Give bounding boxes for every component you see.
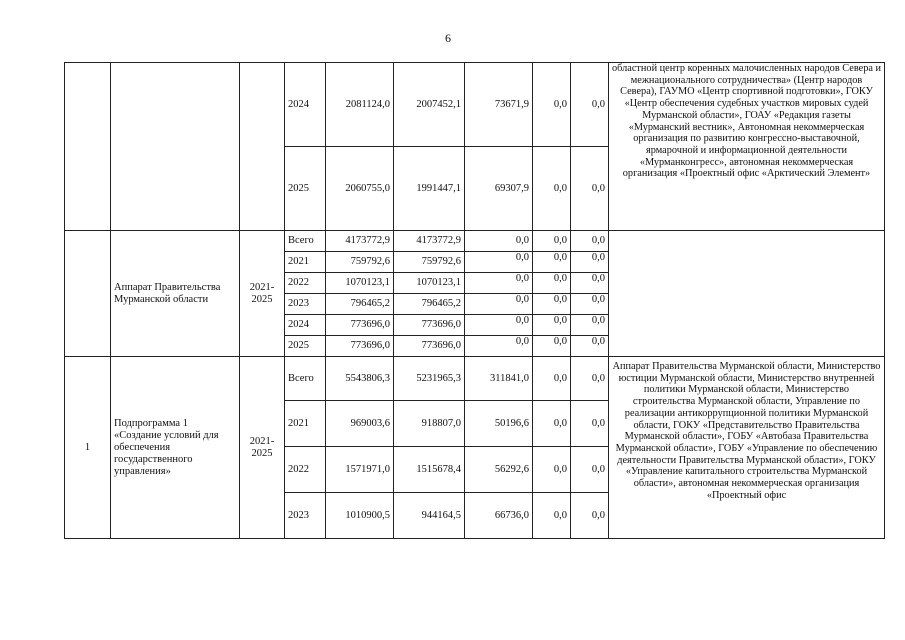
period-cell <box>240 63 285 231</box>
year-cell: 2023 <box>285 493 326 539</box>
amount-cell: 0,0 <box>533 493 571 539</box>
executors-cell: областной центр коренных малочисленных народов Севера и межнационального сотрудничества» (Центр народов Севера), ГАУМО «Центр спортивной подготовки», ГОКУ «Центр обеспечения судебных участков мировых судей Мурманской области», ГОАУ «Редакция газеты «Мурманский вестник», Автономная некоммерческая организация по развитию конгрессно-выставочной, ярмарочной и информационной деятельности «Мурманконгресс», автономная некоммерческая организация «Проектный офис «Арктический Элемент» <box>609 63 885 231</box>
amount-cell: 773696,0 <box>394 336 465 357</box>
amount-cell: 0,0 <box>465 294 533 315</box>
year-cell: 2022 <box>285 273 326 294</box>
period-cell: 2021- 2025 <box>240 231 285 357</box>
year-cell: 2024 <box>285 315 326 336</box>
amount-cell: 5543806,3 <box>326 357 394 401</box>
index-cell <box>65 63 111 231</box>
row-index: 1 <box>65 357 111 539</box>
name-cell <box>111 63 240 231</box>
amount-cell: 66736,0 <box>465 493 533 539</box>
index-cell <box>65 231 111 357</box>
amount-cell: 1070123,1 <box>326 273 394 294</box>
amount-cell: 0,0 <box>571 447 609 493</box>
amount-cell: 0,0 <box>465 252 533 273</box>
executors-cell-empty <box>609 231 885 357</box>
amount-cell: 0,0 <box>533 273 571 294</box>
amount-cell: 759792,6 <box>326 252 394 273</box>
amount-cell: 0,0 <box>571 493 609 539</box>
amount-cell: 0,0 <box>571 252 609 273</box>
amount-cell: 0,0 <box>571 147 609 231</box>
amount-cell: 0,0 <box>533 447 571 493</box>
amount-cell: 1991447,1 <box>394 147 465 231</box>
amount-cell: 0,0 <box>533 336 571 357</box>
amount-cell: 311841,0 <box>465 357 533 401</box>
amount-cell: 2081124,0 <box>326 63 394 147</box>
table-row <box>65 357 885 401</box>
amount-cell: 773696,0 <box>326 315 394 336</box>
amount-cell: 0,0 <box>571 357 609 401</box>
amount-cell: 2060755,0 <box>326 147 394 231</box>
year-cell: 2021 <box>285 252 326 273</box>
amount-cell: 0,0 <box>571 336 609 357</box>
amount-cell: 56292,6 <box>465 447 533 493</box>
amount-cell: 0,0 <box>465 273 533 294</box>
program-finance-table <box>64 62 885 539</box>
amount-cell: 0,0 <box>533 294 571 315</box>
amount-cell: 1571971,0 <box>326 447 394 493</box>
amount-cell: 0,0 <box>533 147 571 231</box>
amount-cell: 0,0 <box>571 273 609 294</box>
year-cell: Всего <box>285 357 326 401</box>
amount-cell: 0,0 <box>571 401 609 447</box>
year-cell: 2024 <box>285 63 326 147</box>
amount-cell: 69307,9 <box>465 147 533 231</box>
period-cell: 2021- 2025 <box>240 357 285 539</box>
amount-cell: 0,0 <box>533 252 571 273</box>
amount-cell: 0,0 <box>533 357 571 401</box>
table-row <box>65 63 885 147</box>
amount-cell: 2007452,1 <box>394 63 465 147</box>
year-cell: 2023 <box>285 294 326 315</box>
amount-cell: 1515678,4 <box>394 447 465 493</box>
page-number: 6 <box>445 31 451 45</box>
amount-cell: 1010900,5 <box>326 493 394 539</box>
amount-cell: 4173772,9 <box>326 231 394 252</box>
amount-cell: 50196,6 <box>465 401 533 447</box>
amount-cell: 5231965,3 <box>394 357 465 401</box>
amount-cell: 0,0 <box>533 63 571 147</box>
amount-cell: 1070123,1 <box>394 273 465 294</box>
amount-cell: 4173772,9 <box>394 231 465 252</box>
executor-name: Аппарат Правительства Мурманской области <box>111 231 240 357</box>
amount-cell: 0,0 <box>533 231 571 252</box>
amount-cell: 0,0 <box>533 315 571 336</box>
year-cell: 2025 <box>285 147 326 231</box>
subprogram-name: Подпрограмма 1 «Создание условий для обеспечения государственного управления» <box>111 357 240 539</box>
year-cell: 2025 <box>285 336 326 357</box>
amount-cell: 759792,6 <box>394 252 465 273</box>
amount-cell: 944164,5 <box>394 493 465 539</box>
amount-cell: 0,0 <box>465 231 533 252</box>
amount-cell: 796465,2 <box>394 294 465 315</box>
year-cell: 2022 <box>285 447 326 493</box>
amount-cell: 0,0 <box>571 231 609 252</box>
amount-cell: 0,0 <box>571 315 609 336</box>
year-cell: Всего <box>285 231 326 252</box>
amount-cell: 796465,2 <box>326 294 394 315</box>
amount-cell: 0,0 <box>465 315 533 336</box>
amount-cell: 773696,0 <box>326 336 394 357</box>
amount-cell: 73671,9 <box>465 63 533 147</box>
year-cell: 2021 <box>285 401 326 447</box>
amount-cell: 0,0 <box>571 294 609 315</box>
amount-cell: 0,0 <box>465 336 533 357</box>
amount-cell: 918807,0 <box>394 401 465 447</box>
executors-cell: Аппарат Правительства Мурманской области, Министерство юстиции Мурманской области, Министерство внутренней политики Мурманской области, Министерство строительства Мурманской области, Управление по реализации антикоррупционной политики Мурманской области, ГОКУ «Представительство Правительства Мурманской области», ГОБУ «Автобаза Правительства Мурманской области», ГОБУ «Управление по обеспечению деятельности Правительства Мурманской области», ГОКУ «Управление капитального строительства Мурманской области», автономная некоммерческая организация «Проектный офис <box>609 357 885 539</box>
amount-cell: 773696,0 <box>394 315 465 336</box>
amount-cell: 0,0 <box>533 401 571 447</box>
amount-cell: 969003,6 <box>326 401 394 447</box>
amount-cell: 0,0 <box>571 63 609 147</box>
table-row <box>65 231 885 252</box>
